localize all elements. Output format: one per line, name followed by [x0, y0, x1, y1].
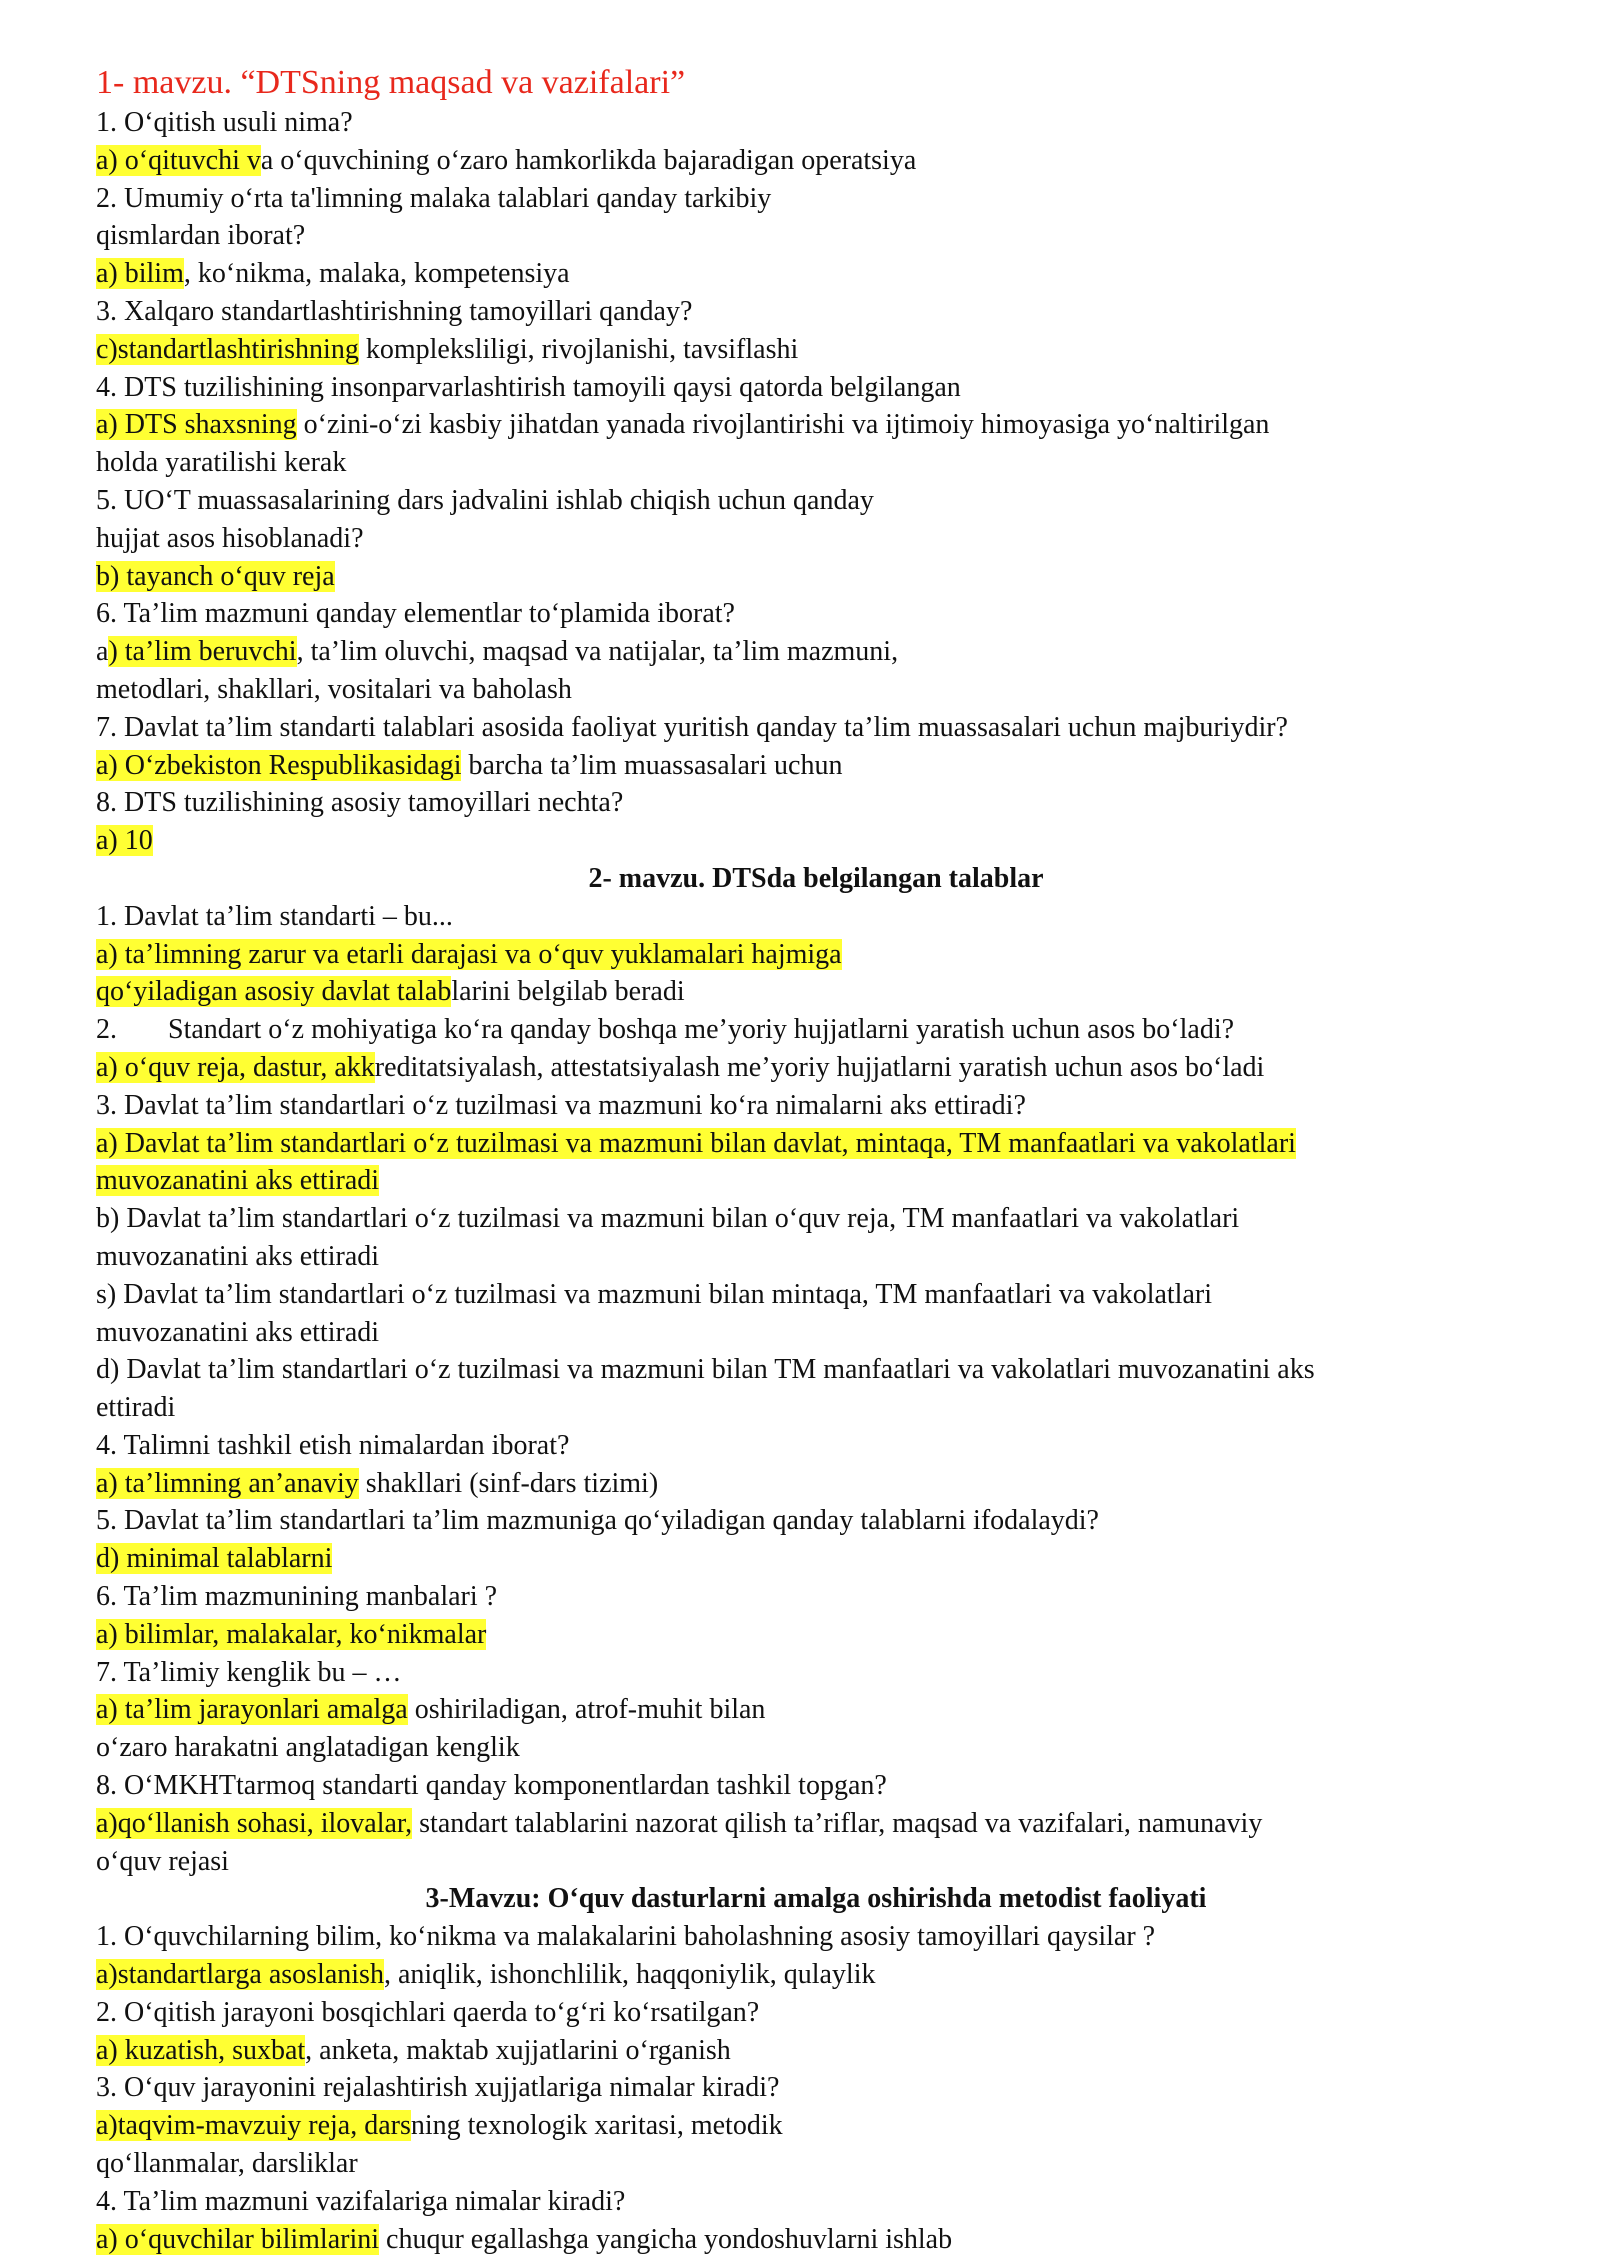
answer	[96, 1540, 1536, 1578]
question: 3. Xalqaro standartlashtirishning tamoyillari qanday?	[96, 295, 693, 327]
answer: a) ta’limning an’anaviy shakllari (sinf-dars tizimi)	[96, 1467, 659, 1499]
highlighted-answer: a) bilim	[96, 258, 184, 290]
option-continuation: muvozanatini aks ettiradi	[96, 1240, 380, 1272]
question: 6. Ta’lim mazmuni qanday elementlar to‘plamida iborat?	[96, 598, 735, 630]
answer: a) ta’lim jarayonlari amalga oshiriladigan, atrof-muhit bilan	[96, 1694, 766, 1726]
highlighted-answer: a) Davlat ta’lim standartlari o‘z tuzilmasi va mazmuni bilan davlat, mintaqa, TM manfaatlari va vakolatlari	[96, 1127, 1296, 1159]
highlighted-answer: a) o‘qituvchi v	[96, 144, 261, 176]
highlighted-answer: a) 10	[96, 825, 153, 857]
answer: c)standartlashtirishning kompleksliligi, rivojlanishi, tavsiflashi	[96, 333, 799, 365]
option: b) Davlat ta’lim standartlari o‘z tuzilmasi va mazmuni bilan o‘quv reja, TM manfaatlari va vakolatlari	[96, 1203, 1240, 1235]
answer	[96, 822, 1536, 860]
highlighted-answer: a) ta’limning an’anaviy	[96, 1467, 359, 1499]
answer: a) o‘quvchilar bilimlarini chuqur egallashga yangicha yondoshuvlarni ishlab	[96, 2223, 953, 2255]
answer	[96, 1616, 1536, 1654]
question: 3. O‘quv jarayonini rejalashtirish xujjatlariga nimalar kiradi?	[96, 2072, 780, 2104]
question: 2. O‘qitish jarayoni bosqichlari qaerda to‘g‘ri ko‘rsatilgan?	[96, 1996, 760, 2028]
question: 4. Ta’lim mazmuni vazifalariga nimalar kiradi?	[96, 2185, 626, 2217]
answer-continuation: qo‘yiladigan asosiy davlat talablarini belgilab beradi	[96, 976, 685, 1008]
answer	[96, 1125, 1536, 1163]
highlighted-answer: a) bilimlar, malakalar, ko‘nikmalar	[96, 1618, 487, 1650]
answer	[96, 558, 1536, 596]
answer-continuation: holda yaratilishi kerak	[96, 447, 347, 479]
topic-3-heading: 3-Mavzu: O‘quv dasturlarni amalga oshirishda metodist faoliyati	[425, 1883, 1207, 1915]
document-page	[96, 62, 1536, 2258]
option-continuation: muvozanatini aks ettiradi	[96, 1316, 380, 1348]
question: 4. Talimni tashkil etish nimalardan iborat?	[96, 1429, 570, 1461]
question: 6. Ta’lim mazmunining manbalari ?	[96, 1581, 498, 1613]
question: 7. Davlat ta’lim standarti talablari asosida faoliyat yuritish qanday ta’lim muassasalari uchun majburiydir?	[96, 711, 1288, 743]
question: 4. DTS tuzilishining insonparvarlashtirish tamoyili qaysi qatorda belgilangan	[96, 371, 961, 403]
answer: a)standartlarga asoslanish, aniqlik, ishonchlilik, haqqoniylik, qulaylik	[96, 1959, 876, 1991]
question: 5. UO‘T muassasalarining dars jadvalini ishlab chiqish uchun qanday	[96, 484, 874, 516]
answer: a)taqvim-mavzuiy reja, darsning texnologik xaritasi, metodik	[96, 2110, 783, 2142]
highlighted-answer: a) o‘quv reja, dastur, akk	[96, 1051, 375, 1083]
question-continuation: hujjat asos hisoblanadi?	[96, 522, 364, 554]
highlighted-answer: a)qo‘llanish sohasi, ilovalar,	[96, 1807, 413, 1839]
answer-continuation: qo‘llanmalar, darsliklar	[96, 2148, 358, 2180]
question: 1. O‘quvchilarning bilim, ko‘nikma va malakalarini baholashning asosiy tamoyillari qaysilar ?	[96, 1921, 1156, 1953]
question: 8. DTS tuzilishining asosiy tamoyillari nechta?	[96, 787, 624, 819]
topic-2-heading: 2- mavzu. DTSda belgilangan talablar	[588, 862, 1044, 894]
highlighted-answer: a)taqvim-mavzuiy reja, dars	[96, 2110, 411, 2142]
question: 7. Ta’limiy kenglik bu – …	[96, 1656, 402, 1688]
answer: a) ta’lim beruvchi, ta’lim oluvchi, maqsad va natijalar, ta’lim mazmuni,	[96, 636, 899, 668]
highlighted-answer: a) ta’limning zarur va etarli darajasi va o‘quv yuklamalari hajmiga	[96, 938, 842, 970]
topic-1-title: 1- mavzu. “DTSning maqsad va vazifalari”	[96, 64, 686, 101]
answer	[96, 936, 1536, 974]
highlighted-answer: a)standartlarga asoslanish	[96, 1959, 384, 1991]
highlighted-answer: a) O‘zbekiston Respublikasidagi	[96, 749, 462, 781]
highlighted-answer: c)standartlashtirishning	[96, 333, 359, 365]
question: 1. O‘qitish usuli nima?	[96, 107, 353, 138]
question: 2. Umumiy o‘rta ta'limning malaka talablari qanday tarkibiy	[96, 182, 772, 214]
answer: a)qo‘llanish sohasi, ilovalar, standart talablarini nazorat qilish ta’riflar, maqsad va vazifalari, namunaviy	[96, 1807, 1263, 1839]
answer-continuation: metodlari, shakllari, vositalari va baholash	[96, 673, 572, 705]
answer: a) o‘qituvchi va o‘quvchining o‘zaro hamkorlikda bajaradigan operatsiya	[96, 144, 917, 176]
answer-continuation: o‘quv rejasi	[96, 1845, 229, 1877]
option: d) Davlat ta’lim standartlari o‘z tuzilmasi va mazmuni bilan TM manfaatlari va vakolatlari muvozanatini aks	[96, 1354, 1315, 1386]
answer-continuation: o‘zaro harakatni anglatadigan kenglik	[96, 1732, 520, 1764]
question: 2. Standart o‘z mohiyatiga ko‘ra qanday boshqa me’yoriy hujjatlarni yaratish uchun asos bo‘ladi?	[96, 1014, 1235, 1046]
question: 8. O‘MKHTtarmoq standarti qanday komponentlardan tashkil topgan?	[96, 1770, 887, 1802]
highlighted-answer: a) kuzatish, suxbat	[96, 2034, 306, 2066]
option-continuation: ettiradi	[96, 1392, 176, 1424]
question-continuation: qismlardan iborat?	[96, 220, 306, 252]
highlighted-answer: a) DTS shaxsning	[96, 409, 297, 441]
answer: a) bilim, ko‘nikma, malaka, kompetensiya	[96, 258, 570, 290]
question: 5. Davlat ta’lim standartlari ta’lim mazmuniga qo‘yiladigan qanday talablarni ifodalaydi?	[96, 1505, 1099, 1537]
option: s) Davlat ta’lim standartlari o‘z tuzilmasi va mazmuni bilan mintaqa, TM manfaatlari va vakolatlari	[96, 1278, 1212, 1310]
highlighted-answer: ) ta’lim beruvchi	[108, 636, 297, 668]
question: 3. Davlat ta’lim standartlari o‘z tuzilmasi va mazmuni ko‘ra nimalarni aks ettiradi?	[96, 1089, 1026, 1121]
answer-continuation	[96, 1162, 1536, 1200]
answer: a) o‘quv reja, dastur, akkreditatsiyalash, attestatsiyalash me’yoriy hujjatlarni yaratish uchun asos bo‘ladi	[96, 1051, 1265, 1083]
highlighted-answer: muvozanatini aks ettiradi	[96, 1165, 380, 1197]
answer: a) kuzatish, suxbat, anketa, maktab xujjatlarini o‘rganish	[96, 2034, 731, 2066]
answer: a) O‘zbekiston Respublikasidagi barcha ta’lim muassasalari uchun	[96, 749, 843, 781]
highlighted-answer: a) o‘quvchilar bilimlarini	[96, 2223, 380, 2255]
highlighted-answer: d) minimal talablarni	[96, 1543, 333, 1575]
highlighted-answer: b) tayanch o‘quv reja	[96, 560, 335, 592]
highlighted-answer: a) ta’lim jarayonlari amalga	[96, 1694, 408, 1726]
answer: a) DTS shaxsning o‘zini-o‘zi kasbiy jihatdan yanada rivojlantirishi va ijtimoiy himoyasiga yo‘naltirilgan	[96, 409, 1270, 441]
question: 1. Davlat ta’lim standarti – bu...	[96, 900, 453, 932]
highlighted-answer: qo‘yiladigan asosiy davlat talab	[96, 976, 452, 1008]
